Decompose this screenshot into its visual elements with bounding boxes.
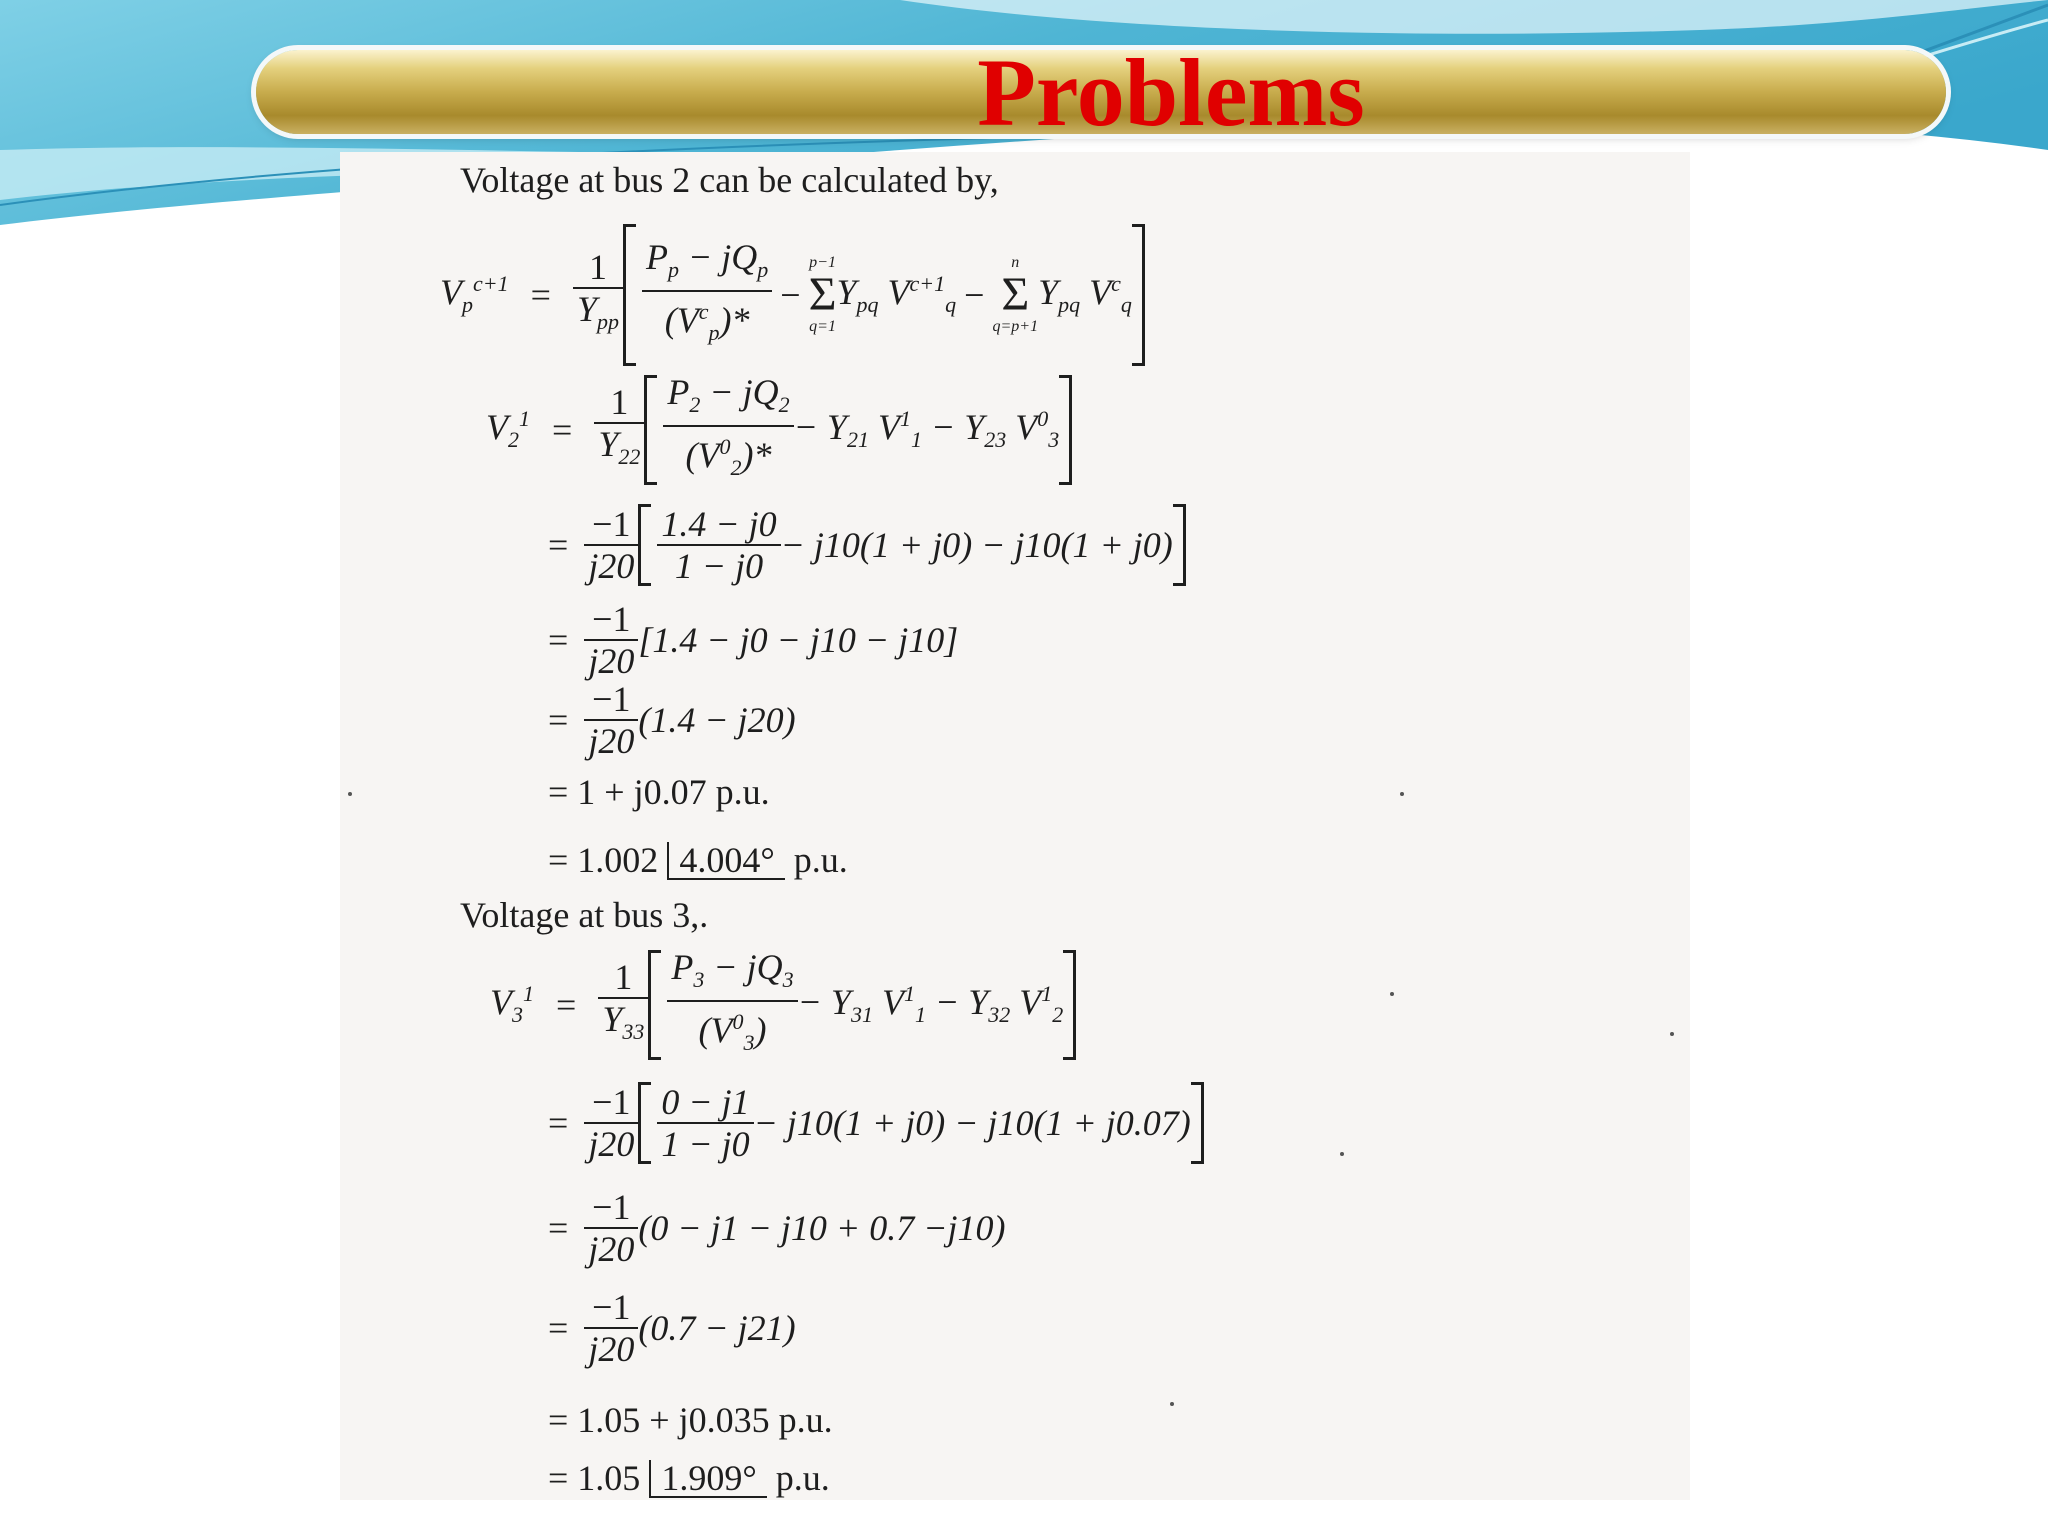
bus3-step-2: = $\frac{-1}{j20}$ (0 − j1 − j10 + 0.7 −j10) [548,1187,1006,1269]
bus3-step-3: = $\frac{-1}{j20}$ (0.7 − j21) [548,1287,796,1369]
general-term-2: $Y_{pq}$ $V^c_q$ [1038,271,1132,318]
bus2-step-3: = $\frac{-1}{j20}$ (1.4 − j20) [548,679,796,761]
angle-symbol: 4.004° [667,842,784,880]
left-bracket [623,224,636,366]
bus3-result-rectangular: = 1.05 + j0.035 p.u. [548,1400,833,1440]
right-bracket [1132,224,1145,366]
bus2-result-polar: = 1.002 4.004° p.u. [548,840,848,880]
equals-sign: = [530,275,551,315]
summation-2: n Σ q=p+1 [992,254,1039,335]
bus3-result-polar: = 1.05 1.909° p.u. [548,1458,830,1498]
slide-title: Problems [977,39,1365,146]
bus2-step-1: = $\frac{-1}{j20}$ $\frac{1.4 - j0}{1 - j0}$ − j10(1 + j0) − j10(1 + j0) [548,500,1186,590]
bus3-formula: $V_3^1$ = $\frac{1}{Y_{33}}$ $\frac{P_3 - jQ_3}{(V^0_3)}$ − $Y_{31}$ $V^1_1 - Y_{32}$ $V^1_2$ [490,950,1076,1060]
angle-symbol: 1.909° [649,1460,766,1498]
general-fraction: $\frac{P_p - jQ_p}{(V^c_p)*}$ [642,237,772,353]
general-coefficient: $\frac{1}{Y_{pp}}$ [573,247,623,342]
bus2-step-2: = $\frac{-1}{j20}$ [1.4 − j0 − j10 − j10] [548,599,959,681]
summation-1: p−1 Σ q=1 [808,254,837,335]
bus2-formula: $V_2^1$ = $\frac{1}{Y_{22}}$ $\frac{P_2 - jQ_2}{(V^0_2)*}$ − $Y_{21}$ $V^1_1 - Y_{23}$ $V^0_3$ [486,375,1072,485]
bus2-result-rectangular: = 1 + j0.07 p.u. [548,772,770,812]
title-bar [256,39,1946,146]
general-formula: $V_p^{c+1}$ = $\frac{1}{Y_{pp}}$ $\frac{P_p - jQ_p}{(V^c_p)*}$ − p−1 Σ q=1 $Y_{pq}$ $V^{c+1}_q$ − n Σ q=p+1 $Y_{pq}$ $V^c_q$ [440,220,1145,370]
intro-bus2-text: Voltage at bus 2 can be calculated by, [460,160,999,200]
intro-bus3-text: Voltage at bus 3,. [460,895,709,935]
bus3-step-1: = $\frac{-1}{j20}$ $\frac{0 - j1}{1 - j0}$ − j10(1 + j0) − j10(1 + j0.07) [548,1078,1204,1168]
general-term-1: $Y_{pq}$ $V^{c+1}_q$ [836,271,957,318]
general-lhs: $V_p^{c+1}$ [440,271,509,318]
